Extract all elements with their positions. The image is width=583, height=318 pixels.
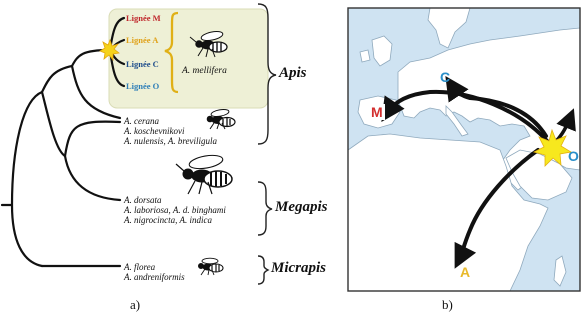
lineage-o-label: Lignée O bbox=[126, 81, 160, 91]
species-apis-1: A. cerana bbox=[124, 116, 159, 126]
species-apis-2: A. koschevnikovi bbox=[124, 126, 185, 136]
species-apis-3: A. nulensis, A. breviligula bbox=[124, 136, 217, 146]
map-label-c: C bbox=[440, 69, 451, 85]
species-megapis-3: A. nigrocincta, A. indica bbox=[124, 215, 212, 225]
species-micrapis-2: A. andreniformis bbox=[124, 272, 185, 282]
lineage-c-label: Lignée C bbox=[126, 59, 159, 69]
caption-b: b) bbox=[442, 297, 453, 312]
group-megapis-label: Megapis bbox=[275, 199, 328, 215]
mellifera-label: A. mellifera bbox=[182, 66, 227, 76]
lineage-a-label: Lignée A bbox=[126, 35, 159, 45]
lineage-m-label: Lignée M bbox=[126, 13, 161, 23]
species-micrapis-1: A. florea bbox=[124, 262, 156, 272]
species-megapis-1: A. dorsata bbox=[124, 195, 162, 205]
group-micrapis-label: Micrapis bbox=[271, 260, 327, 276]
map-label-a: A bbox=[460, 264, 471, 280]
map-label-m: M bbox=[371, 104, 383, 120]
species-megapis-2: A. laboriosa, A. d. binghami bbox=[124, 205, 226, 215]
group-apis-label: Apis bbox=[279, 65, 307, 81]
caption-a: a) bbox=[130, 297, 141, 312]
map-label-o: O bbox=[568, 148, 579, 164]
